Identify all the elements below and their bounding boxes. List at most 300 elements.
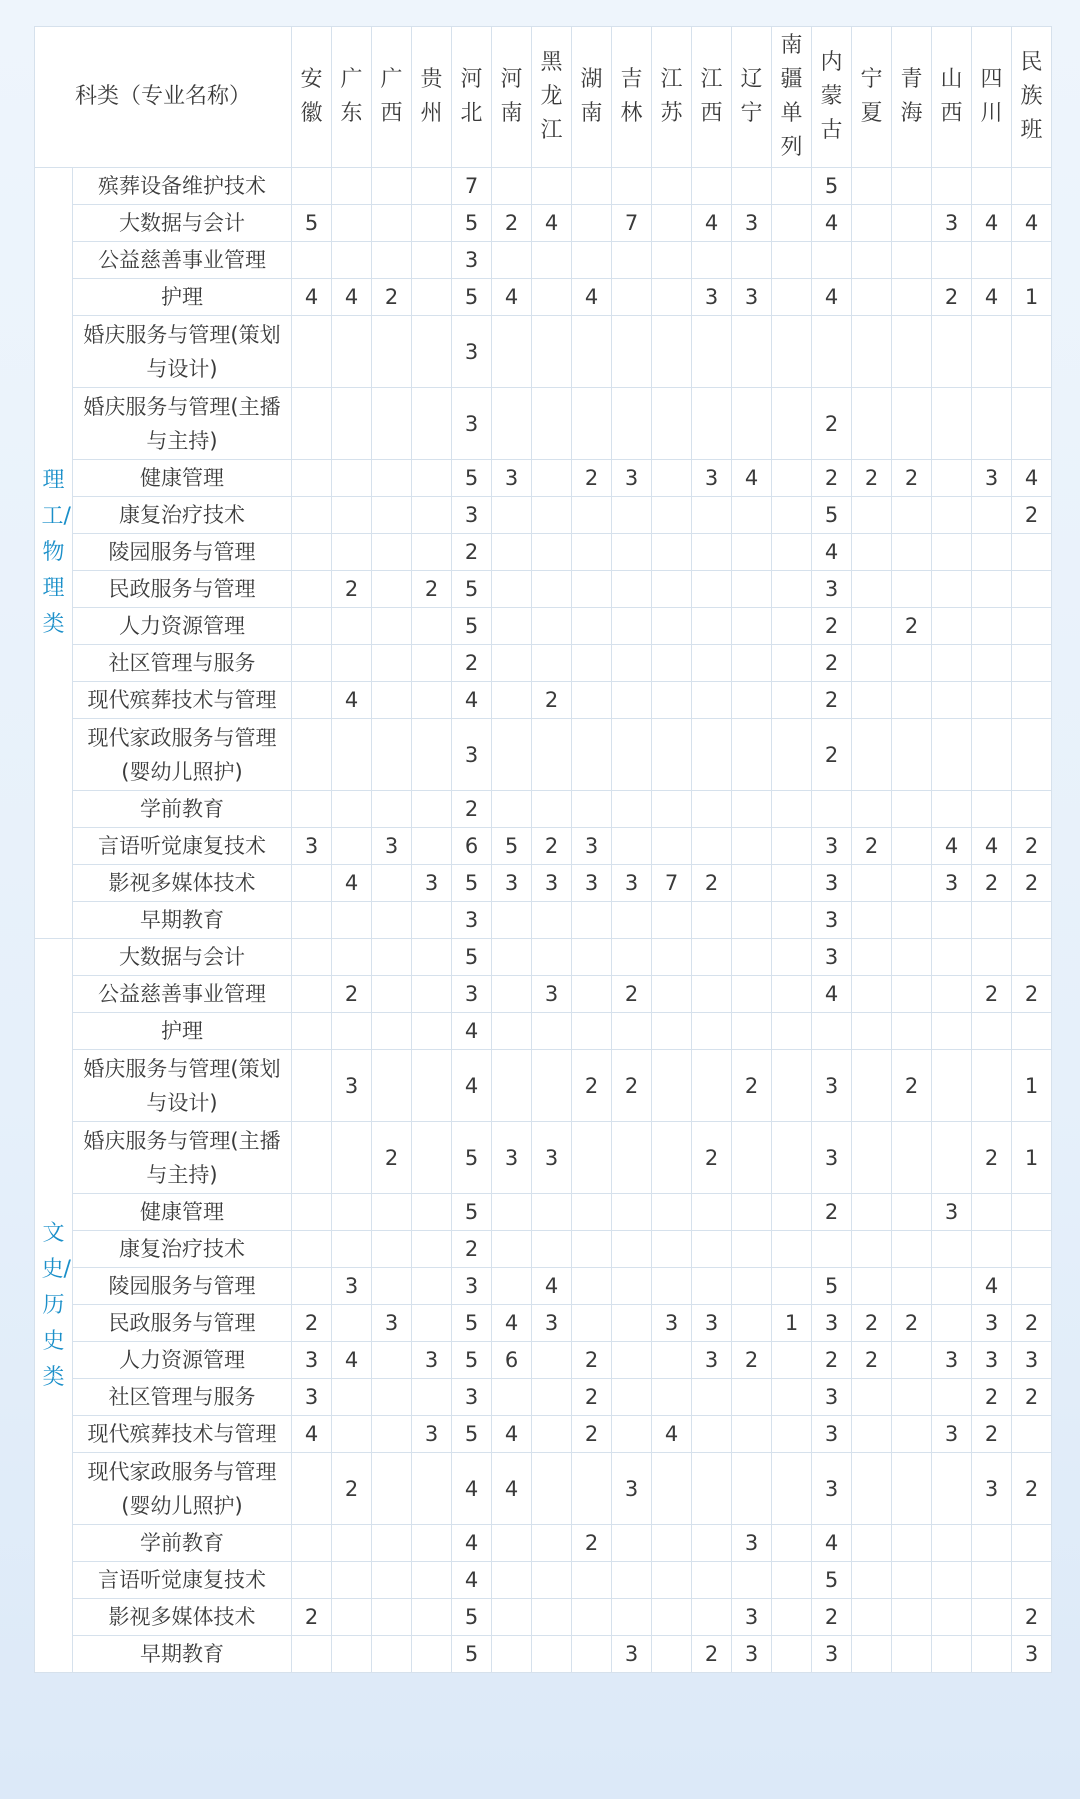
plan-count-cell xyxy=(732,902,772,939)
plan-count-cell xyxy=(292,534,332,571)
major-name-cell: 现代家政服务与管理(婴幼儿照护) xyxy=(73,1453,292,1525)
plan-count-cell xyxy=(492,1268,532,1305)
plan-count-cell xyxy=(412,608,452,645)
plan-count-cell xyxy=(692,316,732,388)
plan-count-cell xyxy=(852,1050,892,1122)
plan-count-cell xyxy=(772,316,812,388)
plan-count-cell: 6 xyxy=(492,1342,532,1379)
plan-count-cell xyxy=(812,316,852,388)
plan-count-cell xyxy=(292,1013,332,1050)
major-name-cell: 影视多媒体技术 xyxy=(73,1599,292,1636)
plan-count-cell xyxy=(532,316,572,388)
plan-count-cell xyxy=(412,976,452,1013)
plan-count-cell xyxy=(412,460,452,497)
plan-count-cell xyxy=(492,1636,532,1673)
plan-count-cell: 2 xyxy=(972,1416,1012,1453)
plan-count-cell xyxy=(772,168,812,205)
plan-count-cell xyxy=(492,1525,532,1562)
plan-count-cell: 1 xyxy=(772,1305,812,1342)
admission-plan-table xyxy=(34,26,1052,1673)
major-name-cell: 民政服务与管理 xyxy=(73,1305,292,1342)
plan-count-cell xyxy=(732,719,772,791)
plan-count-cell xyxy=(492,242,532,279)
plan-count-cell xyxy=(892,571,932,608)
plan-count-cell xyxy=(892,279,932,316)
plan-count-cell xyxy=(772,1013,812,1050)
plan-count-cell: 3 xyxy=(732,1599,772,1636)
plan-count-cell xyxy=(852,865,892,902)
table-row xyxy=(35,791,1052,828)
plan-count-cell xyxy=(372,719,412,791)
plan-count-cell xyxy=(732,1453,772,1525)
major-name-cell: 大数据与会计 xyxy=(73,205,292,242)
plan-count-cell xyxy=(532,645,572,682)
table-row xyxy=(35,571,1052,608)
plan-count-cell xyxy=(332,1194,372,1231)
plan-count-cell xyxy=(732,682,772,719)
plan-count-cell: 1 xyxy=(1012,1122,1052,1194)
plan-count-cell xyxy=(412,497,452,534)
plan-count-cell xyxy=(972,388,1012,460)
plan-count-cell xyxy=(652,791,692,828)
plan-count-cell: 4 xyxy=(452,1562,492,1599)
plan-count-cell: 5 xyxy=(452,1416,492,1453)
plan-count-cell xyxy=(332,645,372,682)
plan-count-cell: 5 xyxy=(452,205,492,242)
plan-count-cell xyxy=(1012,1194,1052,1231)
plan-count-cell xyxy=(612,791,652,828)
plan-count-cell: 2 xyxy=(612,1050,652,1122)
plan-count-cell xyxy=(612,1194,652,1231)
plan-count-cell: 2 xyxy=(1012,976,1052,1013)
plan-count-cell xyxy=(692,828,732,865)
plan-count-cell xyxy=(932,645,972,682)
plan-count-cell xyxy=(692,1013,732,1050)
plan-count-cell: 3 xyxy=(612,1636,652,1673)
plan-count-cell xyxy=(372,460,412,497)
plan-count-cell xyxy=(732,388,772,460)
plan-count-cell xyxy=(772,1636,812,1673)
plan-count-cell: 3 xyxy=(812,1379,852,1416)
plan-count-cell xyxy=(292,939,332,976)
major-name-cell: 影视多媒体技术 xyxy=(73,865,292,902)
plan-count-cell xyxy=(492,1231,532,1268)
plan-count-cell xyxy=(1012,939,1052,976)
plan-count-cell xyxy=(892,497,932,534)
plan-count-cell xyxy=(972,682,1012,719)
plan-count-cell xyxy=(972,608,1012,645)
plan-count-cell xyxy=(852,682,892,719)
plan-count-cell: 3 xyxy=(452,388,492,460)
plan-count-cell xyxy=(692,1562,732,1599)
major-name-cell: 现代殡葬技术与管理 xyxy=(73,1416,292,1453)
plan-count-cell: 3 xyxy=(692,279,732,316)
plan-count-cell xyxy=(572,242,612,279)
plan-count-cell xyxy=(532,388,572,460)
plan-count-cell xyxy=(412,1636,452,1673)
plan-count-cell xyxy=(972,1525,1012,1562)
plan-count-cell xyxy=(852,608,892,645)
plan-count-cell: 3 xyxy=(412,1416,452,1453)
plan-count-cell xyxy=(372,316,412,388)
plan-count-cell xyxy=(652,682,692,719)
plan-count-cell: 3 xyxy=(412,865,452,902)
plan-count-cell xyxy=(972,791,1012,828)
plan-count-cell xyxy=(612,1122,652,1194)
major-name-cell: 早期教育 xyxy=(73,902,292,939)
plan-count-cell xyxy=(652,1453,692,1525)
plan-count-cell xyxy=(652,1122,692,1194)
plan-count-cell xyxy=(492,1050,532,1122)
table-row xyxy=(35,1562,1052,1599)
plan-count-cell: 3 xyxy=(812,939,852,976)
plan-count-cell xyxy=(972,497,1012,534)
plan-count-cell xyxy=(292,865,332,902)
major-name-cell: 社区管理与服务 xyxy=(73,645,292,682)
plan-count-cell: 4 xyxy=(292,279,332,316)
plan-count-cell: 2 xyxy=(892,608,932,645)
plan-count-cell: 3 xyxy=(812,1122,852,1194)
header-province-label: 民族班 xyxy=(1020,50,1043,143)
plan-count-cell: 5 xyxy=(812,497,852,534)
plan-count-cell xyxy=(972,1013,1012,1050)
plan-count-cell xyxy=(1012,316,1052,388)
plan-count-cell xyxy=(972,1562,1012,1599)
category-label: 文史/历史类 xyxy=(41,1220,71,1390)
plan-count-cell xyxy=(372,534,412,571)
plan-count-cell xyxy=(772,1268,812,1305)
plan-count-cell xyxy=(772,719,812,791)
plan-count-cell xyxy=(852,939,892,976)
plan-count-cell: 5 xyxy=(452,1194,492,1231)
plan-count-cell xyxy=(292,1231,332,1268)
plan-count-cell: 2 xyxy=(412,571,452,608)
plan-count-cell xyxy=(772,1562,812,1599)
plan-count-cell: 3 xyxy=(292,1342,332,1379)
plan-count-cell xyxy=(852,1562,892,1599)
header-province xyxy=(972,27,1012,168)
plan-count-cell xyxy=(692,1050,732,1122)
header-province-label: 南疆单列 xyxy=(780,33,803,160)
plan-count-cell xyxy=(612,534,652,571)
plan-count-cell xyxy=(492,1194,532,1231)
major-name-cell: 婚庆服务与管理(主播与主持) xyxy=(73,388,292,460)
plan-count-cell xyxy=(572,608,612,645)
plan-count-cell xyxy=(772,1231,812,1268)
admission-table-wrapper xyxy=(34,26,1052,1673)
plan-count-cell xyxy=(772,939,812,976)
plan-count-cell xyxy=(532,1525,572,1562)
table-row xyxy=(35,460,1052,497)
plan-count-cell xyxy=(532,1342,572,1379)
plan-count-cell xyxy=(732,645,772,682)
plan-count-cell: 2 xyxy=(892,1050,932,1122)
table-row xyxy=(35,976,1052,1013)
plan-count-cell xyxy=(572,168,612,205)
plan-count-cell xyxy=(772,460,812,497)
plan-count-cell: 2 xyxy=(1012,828,1052,865)
plan-count-cell xyxy=(412,1453,452,1525)
plan-count-cell xyxy=(892,1525,932,1562)
plan-count-cell xyxy=(292,460,332,497)
plan-count-cell xyxy=(412,1194,452,1231)
plan-count-cell: 3 xyxy=(612,865,652,902)
plan-count-cell xyxy=(372,242,412,279)
plan-count-cell xyxy=(532,608,572,645)
table-row xyxy=(35,1379,1052,1416)
plan-count-cell: 2 xyxy=(1012,497,1052,534)
plan-count-cell: 2 xyxy=(332,1453,372,1525)
plan-count-cell: 3 xyxy=(332,1268,372,1305)
plan-count-cell: 3 xyxy=(812,828,852,865)
plan-count-cell xyxy=(972,1231,1012,1268)
plan-count-cell xyxy=(692,242,732,279)
plan-count-cell xyxy=(292,682,332,719)
plan-count-cell xyxy=(412,168,452,205)
header-province xyxy=(292,27,332,168)
plan-count-cell: 3 xyxy=(492,460,532,497)
header-province xyxy=(932,27,972,168)
plan-count-cell: 2 xyxy=(532,828,572,865)
plan-count-cell xyxy=(532,1453,572,1525)
plan-count-cell xyxy=(932,168,972,205)
plan-count-cell xyxy=(332,1122,372,1194)
plan-count-cell: 5 xyxy=(452,1342,492,1379)
plan-count-cell xyxy=(652,168,692,205)
plan-count-cell xyxy=(932,682,972,719)
table-row xyxy=(35,682,1052,719)
plan-count-cell xyxy=(772,682,812,719)
plan-count-cell xyxy=(572,1453,612,1525)
plan-count-cell xyxy=(572,1305,612,1342)
plan-count-cell: 2 xyxy=(292,1599,332,1636)
major-name-cell: 婚庆服务与管理(主播与主持) xyxy=(73,1122,292,1194)
plan-count-cell: 5 xyxy=(452,460,492,497)
plan-count-cell xyxy=(292,791,332,828)
header-province-label: 宁夏 xyxy=(860,67,883,126)
plan-count-cell xyxy=(852,976,892,1013)
plan-count-cell xyxy=(492,791,532,828)
plan-count-cell xyxy=(892,682,932,719)
plan-count-cell xyxy=(332,534,372,571)
plan-count-cell: 4 xyxy=(972,279,1012,316)
plan-count-cell xyxy=(612,1416,652,1453)
plan-count-cell: 4 xyxy=(812,205,852,242)
plan-count-cell xyxy=(372,902,412,939)
plan-count-cell xyxy=(652,388,692,460)
plan-count-cell: 2 xyxy=(572,1416,612,1453)
major-name-cell: 人力资源管理 xyxy=(73,608,292,645)
plan-count-cell xyxy=(532,1013,572,1050)
plan-count-cell xyxy=(372,1231,412,1268)
plan-count-cell: 3 xyxy=(812,865,852,902)
plan-count-cell: 2 xyxy=(732,1342,772,1379)
plan-count-cell xyxy=(532,571,572,608)
plan-count-cell xyxy=(332,608,372,645)
plan-count-cell xyxy=(732,865,772,902)
plan-count-cell xyxy=(652,1599,692,1636)
plan-count-cell: 2 xyxy=(332,571,372,608)
plan-count-cell xyxy=(572,682,612,719)
plan-count-cell xyxy=(532,902,572,939)
plan-count-cell xyxy=(772,242,812,279)
plan-count-cell: 3 xyxy=(532,1122,572,1194)
table-row xyxy=(35,1013,1052,1050)
plan-count-cell xyxy=(332,1562,372,1599)
plan-count-cell xyxy=(692,608,732,645)
plan-count-cell xyxy=(732,1305,772,1342)
plan-count-cell xyxy=(852,645,892,682)
plan-count-cell xyxy=(532,1416,572,1453)
plan-count-cell: 2 xyxy=(732,1050,772,1122)
plan-count-cell xyxy=(772,1379,812,1416)
plan-count-cell xyxy=(492,645,532,682)
plan-count-cell xyxy=(652,279,692,316)
plan-count-cell: 3 xyxy=(932,1342,972,1379)
plan-count-cell xyxy=(372,1050,412,1122)
plan-count-cell xyxy=(892,1231,932,1268)
plan-count-cell xyxy=(412,719,452,791)
plan-count-cell: 5 xyxy=(452,939,492,976)
plan-count-cell xyxy=(492,1379,532,1416)
plan-count-cell: 2 xyxy=(1012,1379,1052,1416)
major-name-cell: 言语听觉康复技术 xyxy=(73,828,292,865)
plan-count-cell: 3 xyxy=(972,460,1012,497)
plan-count-cell xyxy=(692,1416,732,1453)
plan-count-cell xyxy=(372,1636,412,1673)
table-row xyxy=(35,205,1052,242)
plan-count-cell xyxy=(852,1636,892,1673)
plan-count-cell xyxy=(612,828,652,865)
plan-count-cell: 4 xyxy=(492,1453,532,1525)
plan-count-cell: 4 xyxy=(492,1416,532,1453)
plan-count-cell xyxy=(652,939,692,976)
plan-count-cell xyxy=(772,1194,812,1231)
plan-count-cell: 2 xyxy=(572,1050,612,1122)
plan-count-cell xyxy=(572,645,612,682)
plan-count-cell xyxy=(612,1562,652,1599)
plan-count-cell xyxy=(892,1379,932,1416)
plan-count-cell: 7 xyxy=(452,168,492,205)
plan-count-cell xyxy=(852,534,892,571)
plan-count-cell xyxy=(652,902,692,939)
plan-count-cell xyxy=(292,168,332,205)
plan-count-cell xyxy=(892,865,932,902)
plan-count-cell: 4 xyxy=(812,279,852,316)
plan-count-cell xyxy=(652,534,692,571)
plan-count-cell xyxy=(692,534,732,571)
plan-count-cell xyxy=(412,1525,452,1562)
plan-count-cell xyxy=(372,497,412,534)
plan-count-cell: 2 xyxy=(452,791,492,828)
plan-count-cell: 4 xyxy=(692,205,732,242)
plan-count-cell xyxy=(292,497,332,534)
plan-count-cell xyxy=(692,571,732,608)
table-row xyxy=(35,1194,1052,1231)
header-province-label: 湖南 xyxy=(580,67,603,126)
plan-count-cell xyxy=(612,608,652,645)
plan-count-cell xyxy=(772,497,812,534)
plan-count-cell xyxy=(772,902,812,939)
plan-count-cell xyxy=(772,1453,812,1525)
major-name-cell: 陵园服务与管理 xyxy=(73,534,292,571)
major-name-cell: 婚庆服务与管理(策划与设计) xyxy=(73,1050,292,1122)
plan-count-cell: 3 xyxy=(412,1342,452,1379)
plan-count-cell xyxy=(492,719,532,791)
plan-count-cell xyxy=(532,1599,572,1636)
plan-count-cell: 3 xyxy=(452,719,492,791)
table-row xyxy=(35,1231,1052,1268)
plan-count-cell xyxy=(412,205,452,242)
plan-count-cell: 4 xyxy=(332,865,372,902)
major-name-cell: 人力资源管理 xyxy=(73,1342,292,1379)
plan-count-cell: 5 xyxy=(452,1636,492,1673)
major-name-cell: 护理 xyxy=(73,279,292,316)
plan-count-cell: 3 xyxy=(452,902,492,939)
plan-count-cell: 3 xyxy=(332,1050,372,1122)
plan-count-cell xyxy=(372,1599,412,1636)
plan-count-cell: 2 xyxy=(692,1636,732,1673)
plan-count-cell: 3 xyxy=(452,497,492,534)
plan-count-cell xyxy=(412,1013,452,1050)
plan-count-cell xyxy=(532,1562,572,1599)
plan-count-cell xyxy=(572,791,612,828)
header-province xyxy=(572,27,612,168)
plan-count-cell xyxy=(852,205,892,242)
plan-count-cell xyxy=(972,168,1012,205)
plan-count-cell xyxy=(932,1562,972,1599)
plan-count-cell xyxy=(332,460,372,497)
plan-count-cell: 5 xyxy=(492,828,532,865)
plan-count-cell xyxy=(292,902,332,939)
plan-count-cell xyxy=(772,1122,812,1194)
plan-count-cell xyxy=(932,534,972,571)
plan-count-cell xyxy=(732,828,772,865)
plan-count-cell: 2 xyxy=(932,279,972,316)
plan-count-cell: 4 xyxy=(572,279,612,316)
plan-count-cell xyxy=(972,571,1012,608)
plan-count-cell xyxy=(532,497,572,534)
plan-count-cell: 2 xyxy=(692,865,732,902)
plan-count-cell: 3 xyxy=(812,1636,852,1673)
plan-count-cell: 2 xyxy=(452,645,492,682)
plan-count-cell xyxy=(1012,902,1052,939)
plan-count-cell: 6 xyxy=(452,828,492,865)
plan-count-cell: 5 xyxy=(452,865,492,902)
header-province xyxy=(532,27,572,168)
plan-count-cell xyxy=(852,719,892,791)
plan-count-cell xyxy=(852,1416,892,1453)
header-province xyxy=(372,27,412,168)
plan-count-cell xyxy=(772,976,812,1013)
plan-count-cell xyxy=(652,1231,692,1268)
plan-count-cell xyxy=(612,1599,652,1636)
plan-count-cell: 2 xyxy=(812,682,852,719)
table-row xyxy=(35,1342,1052,1379)
plan-count-cell xyxy=(1012,791,1052,828)
plan-count-cell xyxy=(732,939,772,976)
plan-count-cell xyxy=(492,497,532,534)
plan-count-cell xyxy=(652,242,692,279)
plan-count-cell: 2 xyxy=(852,828,892,865)
plan-count-cell: 4 xyxy=(452,1525,492,1562)
plan-count-cell xyxy=(892,939,932,976)
plan-count-cell xyxy=(412,682,452,719)
plan-count-cell xyxy=(372,865,412,902)
plan-count-cell xyxy=(652,497,692,534)
plan-count-cell xyxy=(532,242,572,279)
plan-count-cell xyxy=(332,168,372,205)
